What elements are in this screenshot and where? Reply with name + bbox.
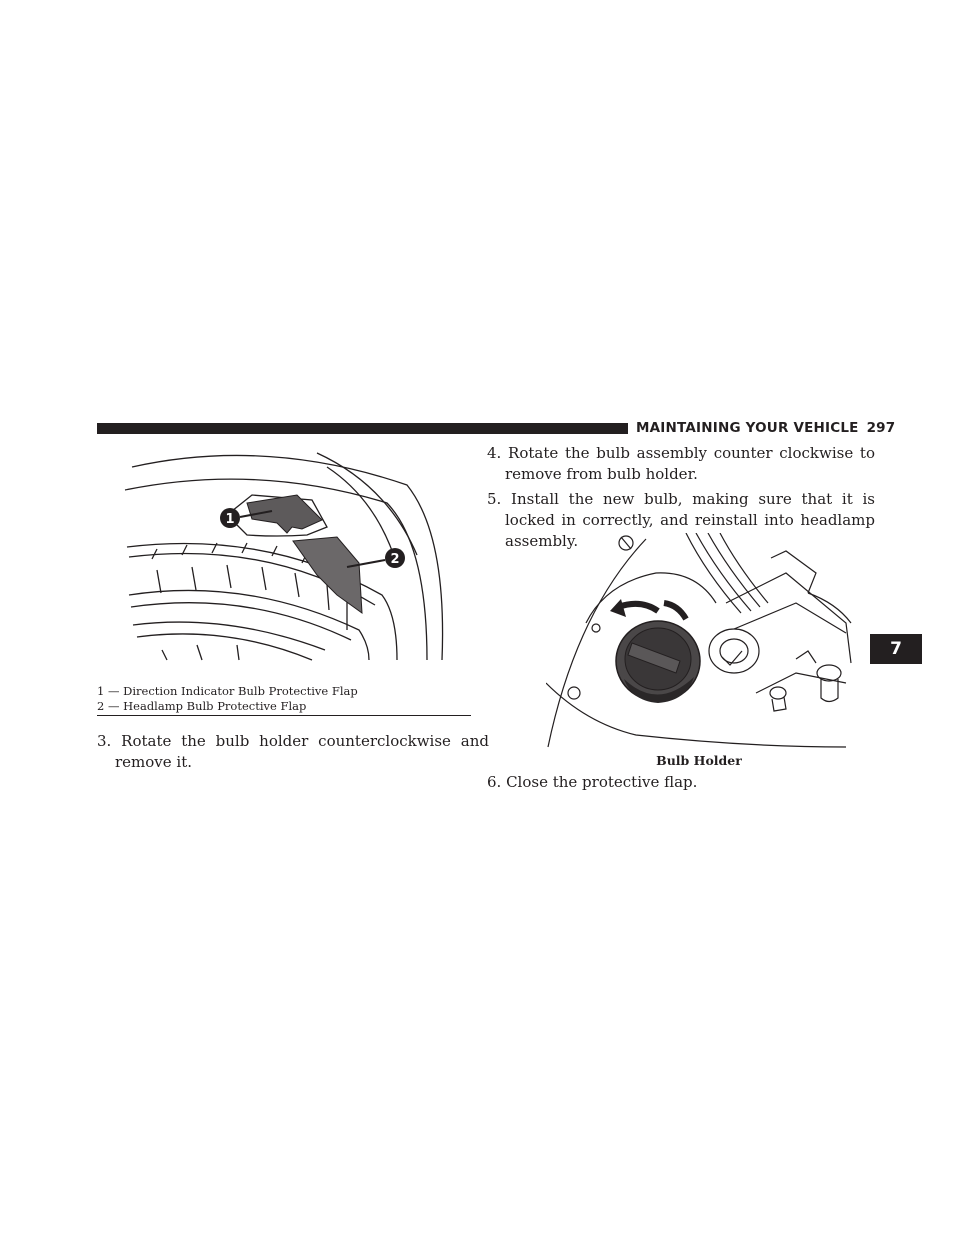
figure1-legend: [97, 684, 471, 714]
bulb-holder-illustration: [546, 533, 852, 749]
legend-item-1: 1 — Direction Indicator Bulb Protective Flap: [97, 684, 358, 698]
step-4: 4. Rotate the bulb assembly counter clockwise to remove from bulb holder.: [487, 444, 875, 483]
section-title: MAINTAINING YOUR VEHICLE: [636, 420, 859, 436]
figure2-caption: Bulb Holder: [656, 753, 742, 768]
figure-wheel-arch-flaps: [97, 445, 471, 677]
step-3: 3. Rotate the bulb holder counterclockwise and remove it.: [97, 732, 489, 771]
figure-bulb-holder: [546, 533, 852, 749]
wheel-arch-illustration: [97, 445, 471, 677]
callout-1-label: 1: [225, 512, 235, 527]
chapter-tab: 7: [870, 634, 922, 664]
legend-item-2: 2 — Headlamp Bulb Protective Flap: [97, 699, 307, 713]
page-number: 297: [866, 420, 896, 436]
step-5: 5. Install the new bulb, making sure that it is locked in correctly, and reinstall into headlamp assembly.: [487, 490, 875, 550]
step-6: 6. Close the protective flap.: [487, 773, 698, 791]
header-rule: [97, 423, 628, 434]
legend-rule: [97, 715, 471, 716]
running-header: [636, 418, 895, 438]
callout-2-label: 2: [390, 552, 400, 567]
